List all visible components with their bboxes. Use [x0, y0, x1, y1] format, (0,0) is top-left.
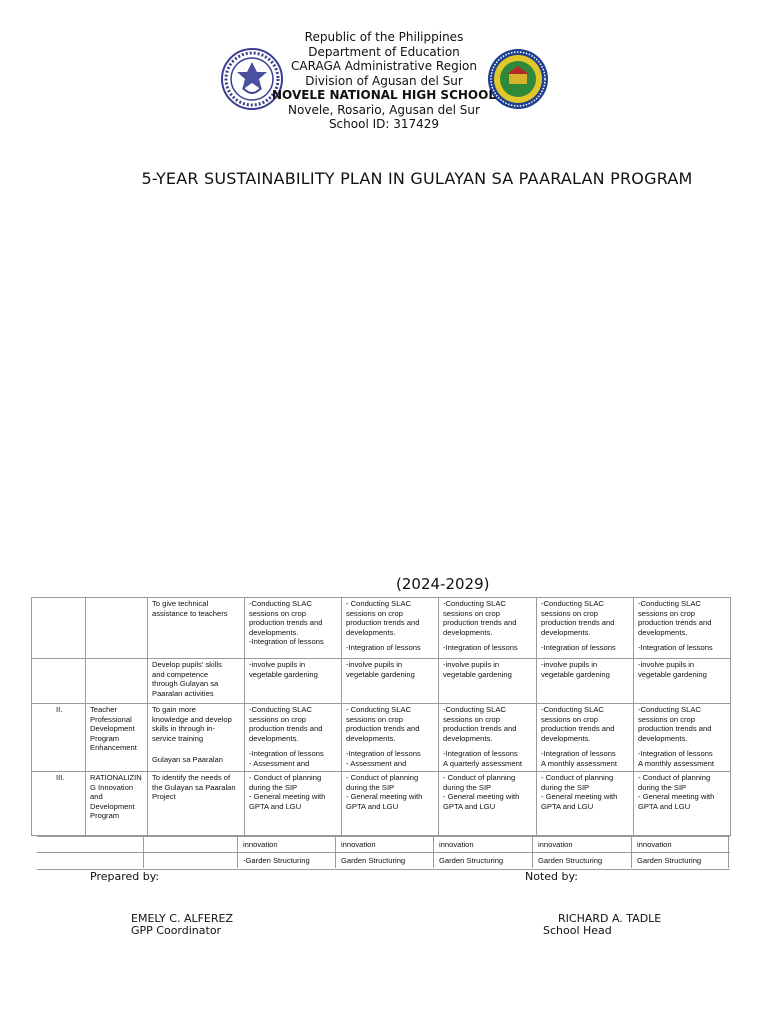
cell-line: developments.: [249, 627, 299, 637]
cell-line: Enhancement: [90, 743, 137, 753]
cell-line: production trends and: [638, 618, 712, 628]
cell-line: GPTA and LGU: [638, 801, 691, 811]
cell-line: developments.: [638, 733, 688, 743]
cell-line: assistance to teachers: [152, 608, 228, 618]
cell-line: -Conducting SLAC: [249, 599, 312, 608]
cell-line: - General meeting with: [346, 792, 423, 802]
cell-line: - Conduct of planning: [443, 773, 516, 782]
noter-title: School Head: [543, 924, 612, 937]
cell-line: -involve pupils in: [346, 660, 403, 669]
cell-line: during the SIP: [638, 782, 687, 792]
sustainability-plan-table: [31, 597, 731, 836]
year-3-activity-cell: [439, 659, 537, 704]
year-5-activity-cell: [634, 772, 731, 836]
cell-line: Development: [90, 724, 135, 734]
cell-line: developments.: [541, 733, 591, 743]
cell-line: developments.: [346, 733, 396, 743]
footer-cell: innovation: [337, 837, 434, 852]
table-footer-row-innovation: [37, 836, 730, 853]
cell-line: - Conduct of planning: [541, 773, 614, 782]
cell-line: To identify the needs of: [152, 773, 231, 782]
cell-line: Develop pupils' skills: [152, 660, 222, 669]
footer-cell: [145, 837, 238, 852]
key-area-cell: [86, 772, 148, 836]
cell-line: -Conducting SLAC: [638, 599, 701, 608]
year-5-activity-cell: [634, 598, 731, 659]
cell-line: -Conducting SLAC: [638, 705, 701, 714]
cell-line: knowledge and develop: [152, 714, 232, 724]
cell-line: sessions on crop: [443, 714, 500, 724]
cell-line: production trends and: [249, 724, 323, 734]
footer-cell: innovation: [435, 837, 533, 852]
cell-line: - General meeting with: [541, 792, 618, 802]
year-1-activity-cell: [245, 772, 342, 836]
cell-line: sessions on crop: [541, 714, 598, 724]
cell-line: -Integration of lessons: [443, 643, 518, 653]
cell-line: through Gulayan sa: [152, 679, 219, 689]
cell-line: To gain more: [152, 705, 196, 714]
key-area-cell: [86, 704, 148, 772]
cell-line: developments.: [443, 627, 493, 637]
cell-line: -Conducting SLAC: [541, 599, 604, 608]
cell-line: Gulayan sa Paaralan: [152, 755, 223, 765]
year-2-activity-cell: [342, 772, 439, 836]
cell-line: Professional: [90, 714, 132, 724]
school-address: Novele, Rosario, Agusan del Sur: [288, 102, 480, 117]
cell-line: -involve pupils in: [638, 660, 695, 669]
cell-line: -Conducting SLAC: [249, 705, 312, 714]
footer-cell: innovation: [239, 837, 336, 852]
footer-cell: innovation: [534, 837, 632, 852]
cell-line: RATIONALIZIN: [90, 773, 142, 782]
footer-cell: [145, 853, 238, 868]
year-2-activity-cell: [342, 598, 439, 659]
noter-name: RICHARD A. TADLE: [558, 912, 662, 925]
cell-line: GPTA and LGU: [346, 801, 399, 811]
cell-line: A monthly assessment: [638, 758, 714, 768]
cell-line: vegetable gardening: [249, 669, 318, 679]
cell-line: Program: [90, 811, 120, 821]
year-range: (2024-2029): [396, 575, 490, 593]
school-header: [0, 30, 768, 132]
objective-cell: [148, 598, 245, 659]
cell-line: GPTA and LGU: [443, 801, 496, 811]
cell-line: production trends and: [346, 724, 420, 734]
cell-line: production trends and: [443, 724, 517, 734]
footer-cell: Garden Structuring: [435, 853, 533, 868]
cell-line: production trends and: [346, 618, 420, 628]
cell-line: production trends and: [249, 618, 323, 628]
cell-line: and: [90, 792, 103, 802]
cell-line: G Innovation: [90, 782, 134, 792]
cell-line: vegetable gardening: [443, 669, 512, 679]
cell-line: -involve pupils in: [443, 660, 500, 669]
row-number: [32, 659, 86, 704]
cell-line: developments.: [638, 627, 688, 637]
year-1-activity-cell: [245, 659, 342, 704]
cell-line: developments.: [346, 627, 396, 637]
cell-line: Development: [90, 801, 135, 811]
document-title: 5-YEAR SUSTAINABILITY PLAN IN GULAYAN SA PAARALAN PROGRAM: [141, 169, 693, 188]
cell-line: -Conducting SLAC: [443, 599, 506, 608]
cell-line: -Integration of lessons: [346, 749, 421, 759]
cell-line: -Integration of lessons: [346, 643, 421, 653]
key-area-cell: [86, 659, 148, 704]
footer-cell: Garden Structuring: [337, 853, 434, 868]
cell-line: developments.: [541, 627, 591, 637]
year-3-activity-cell: [439, 772, 537, 836]
footer-cell: Garden Structuring: [633, 853, 729, 868]
year-1-activity-cell: [245, 704, 342, 772]
objective-cell: [148, 659, 245, 704]
cell-line: - Conducting SLAC: [346, 599, 412, 608]
year-3-activity-cell: [439, 704, 537, 772]
noted-by-label: Noted by:: [525, 870, 578, 883]
cell-line: A quarterly assessment: [443, 758, 522, 768]
cell-line: vegetable gardening: [638, 669, 707, 679]
cell-line: -Conducting SLAC: [443, 705, 506, 714]
cell-line: sessions on crop: [346, 608, 403, 618]
cell-line: production trends and: [443, 618, 517, 628]
cell-line: service training: [152, 733, 204, 743]
preparer-title: GPP Coordinator: [131, 924, 222, 937]
header-line-republic: Republic of the Philippines: [304, 30, 464, 44]
year-2-activity-cell: [342, 704, 439, 772]
school-name: NOVELE NATIONAL HIGH SCHOOL: [272, 88, 496, 102]
cell-line: Project: [152, 792, 176, 802]
cell-line: -Integration of lessons: [443, 749, 518, 759]
year-2-activity-cell: [342, 659, 439, 704]
cell-line: - General meeting with: [638, 792, 715, 802]
cell-line: vegetable gardening: [346, 669, 415, 679]
objective-cell: [148, 704, 245, 772]
cell-line: vegetable gardening: [541, 669, 610, 679]
cell-line: -Integration of lessons: [541, 749, 616, 759]
cell-line: during the SIP: [541, 782, 590, 792]
year-3-activity-cell: [439, 598, 537, 659]
cell-line: -Integration of lessons: [638, 749, 713, 759]
table-row: [32, 598, 731, 659]
school-id: School ID: 317429: [328, 117, 440, 131]
cell-line: sessions on crop: [541, 608, 598, 618]
cell-line: Program: [90, 733, 120, 743]
cell-line: GPTA and LGU: [541, 801, 594, 811]
prepared-by-label: Prepared by:: [90, 870, 160, 883]
cell-line: sessions on crop: [249, 608, 306, 618]
objective-cell: [148, 772, 245, 836]
cell-line: Paaralan activities: [152, 688, 214, 698]
cell-line: skills in through in-: [152, 724, 215, 734]
key-area-cell: [86, 598, 148, 659]
header-line-division: Division of Agusan del Sur: [305, 73, 463, 88]
year-4-activity-cell: [537, 659, 634, 704]
cell-line: -Conducting SLAC: [541, 705, 604, 714]
cell-line: -involve pupils in: [249, 660, 306, 669]
cell-line: during the SIP: [249, 782, 298, 792]
cell-line: -involve pupils in: [541, 660, 598, 669]
cell-line: sessions on crop: [249, 714, 306, 724]
cell-line: - Conduct of planning: [249, 773, 322, 782]
cell-line: - General meeting with: [443, 792, 520, 802]
cell-line: the Gulayan sa Paaralan: [152, 782, 236, 792]
cell-line: -Integration of lessons: [249, 637, 324, 647]
cell-line: GPTA and LGU: [249, 801, 302, 811]
table-footer-row-garden: [37, 852, 730, 870]
row-number: II.: [32, 704, 86, 772]
cell-line: - Conducting SLAC: [346, 705, 412, 714]
cell-line: developments.: [443, 733, 493, 743]
cell-line: during the SIP: [443, 782, 492, 792]
footer-cell: [37, 853, 144, 868]
table-row: [32, 704, 731, 772]
footer-cell: -Garden Structuring: [239, 853, 336, 868]
year-5-activity-cell: [634, 659, 731, 704]
cell-line: - Assessment and: [249, 758, 310, 768]
cell-line: sessions on crop: [346, 714, 403, 724]
cell-line: sessions on crop: [443, 608, 500, 618]
year-5-activity-cell: [634, 704, 731, 772]
cell-line: production trends and: [541, 724, 615, 734]
cell-line: - Conduct of planning: [346, 773, 419, 782]
cell-line: -Integration of lessons: [541, 643, 616, 653]
year-4-activity-cell: [537, 704, 634, 772]
footer-cell: innovation: [633, 837, 729, 852]
footer-cell: [37, 837, 144, 852]
cell-line: sessions on crop: [638, 714, 695, 724]
cell-line: sessions on crop: [638, 608, 695, 618]
cell-line: -Integration of lessons: [638, 643, 713, 653]
row-number: III.: [32, 772, 86, 836]
header-line-region: CARAGA Administrative Region: [291, 59, 477, 73]
cell-line: A monthly assessment: [541, 758, 617, 768]
preparer-name: EMELY C. ALFEREZ: [131, 912, 234, 925]
row-number: [32, 598, 86, 659]
table-row: [32, 772, 731, 836]
year-1-activity-cell: [245, 598, 342, 659]
cell-line: and competence: [152, 669, 209, 679]
cell-line: production trends and: [638, 724, 712, 734]
cell-line: - Conduct of planning: [638, 773, 711, 782]
cell-line: Teacher: [90, 705, 118, 714]
cell-line: developments.: [249, 733, 299, 743]
cell-line: production trends and: [541, 618, 615, 628]
header-line-department: Department of Education: [308, 44, 460, 59]
year-4-activity-cell: [537, 598, 634, 659]
table-row: [32, 659, 731, 704]
footer-cell: Garden Structuring: [534, 853, 632, 868]
cell-line: -Integration of lessons: [249, 749, 324, 759]
cell-line: during the SIP: [346, 782, 395, 792]
cell-line: - Assessment and: [346, 758, 407, 768]
cell-line: To give technical: [152, 599, 209, 608]
cell-line: - General meeting with: [249, 792, 326, 802]
year-4-activity-cell: [537, 772, 634, 836]
